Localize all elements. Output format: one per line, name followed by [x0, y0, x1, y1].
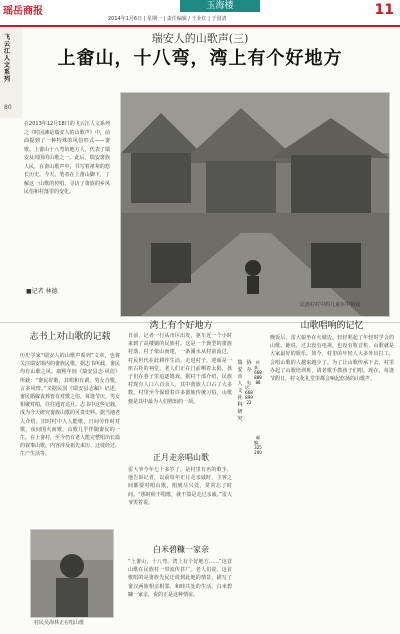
masthead-rule — [0, 25, 400, 27]
sponsor-line-1: 瑞安市人文社科研究 — [237, 360, 243, 422]
singer-photo — [30, 529, 114, 618]
issue-meta: 2014年1月6日 | 星期一 | 责任编辑 / 王业红 | 于国清 — [108, 16, 227, 22]
sponsor-line-2: 协办 — [246, 360, 252, 373]
section-c-title: 正月走亲唱山歌 — [153, 453, 209, 462]
section-title: 玉海楼 — [206, 1, 234, 11]
sponsor-line-5: 邮编：325200 — [254, 435, 262, 455]
vertical-sponsor-strip — [236, 360, 262, 520]
singer-photo-caption: 村民吴海林正在唱山歌 — [34, 620, 85, 626]
article-headline: 上畬山，十八弯，湾上有个好地方 — [57, 48, 343, 69]
section-c-text: 雷大爷今年七十多岁了，是村里有名的歌手。他告诉记者，以前每年正月走亲戚时，主客之间都要对唱山歌，唱到尽兴处，常常忘了时间。“那时候不唱歌，就不算是走过亲戚。”雷大爷笑着说。 — [128, 467, 232, 506]
section-b-title: 湾上有个好地方 — [149, 321, 213, 331]
village-photo — [120, 92, 390, 317]
masthead — [0, 0, 400, 26]
singer-photo-image — [31, 530, 113, 617]
section-d-text: “上畬山，十八弯，湾上有个好地方……”这首山歌在民族村一带流传甚广。老人们说，这首歌唱的是畬族先民迁徙到此地的情景，描写了畬汉两族相亲相邻、和睦共处的生活。白米碧糠一家亲，说的正是这种情谊。 — [128, 559, 232, 598]
section-b-text: 日前，记者一行从市区出发，驱车近一个小时来到了高楼镇的民族村。这是一个典型的畬族村落，村子依山而建，一条溪水从村前流过，村民世代在此耕作生活。走进村子，迎面是一座古朴的祠堂，老人们正在门前晒着太阳，孩子们在巷子里追逐嬉戏。据村干部介绍，民族村现有人口六百余人，其中畬族人口占了大多数。村里至今保留着许多畬族传统习俗，山歌便是其中最为人们熟知的一项。 — [128, 333, 232, 405]
section-a-title: 志书上对山歌的记载 — [29, 332, 111, 342]
article-byline: ■记者 林德 — [26, 288, 58, 295]
section-e-title: 山歌唱响的记忆 — [300, 321, 364, 331]
column-number: 80 — [4, 104, 12, 111]
village-photo-image — [121, 93, 389, 316]
photo-caption: 民族村村中的儿童在中嬉戏 — [300, 302, 361, 308]
section-e-text: 晚饭后，雷大娘坐在火塘边，轻轻唱起了年轻时学会的山歌。她说，过去没有电视，也没有收音机，山歌就是大家最好的娱乐。如今，村里的年轻人大多外出打工，会唱山歌的人越来越少了。为了让山歌传承下去，村里办起了山歌培训班，请老歌手教孩子们唱。现在，每逢节假日，村文化礼堂里都会响起悠扬的山歌声。 — [270, 335, 394, 383]
sponsor-line-4: 传真：66888888 — [254, 360, 262, 385]
section-d-title: 白米碧糠一家亲 — [153, 545, 209, 554]
section-a-text: 历史学家“瑞安人的山歌声系列”文章，也将关注瑞安境内的畬族民歌。据志书所载，畬民均有山歌之风。康熙年间《瑞安县志·风俗》所载：“畬民好歌，其唱和有调，男女合歌，言多风情。”又据民国《瑞安县志稿》记述，畬民婚嫁丧葬皆有对歌之俗，每逢节庆，男女相聚对唱，往往通宵达旦。志书中这些记载，成为今天研究畬族山歌的可贵史料。据当地老人介绍，旧时村中人人能歌，日间劳作时对歌，夜间围火而歌，山歌几乎伴随畬民的一生。在上畬村，至今仍有老人能完整唱出长篇的叙事山歌，内容涉及祖先来历、迁徙经过、生产生活等。 — [20, 353, 120, 458]
article-kicker: 瑞安人的山歌声(三) — [151, 32, 249, 45]
column-name: 飞云江人文系列 — [4, 34, 11, 83]
sponsor-line-3: 电话：66889922 — [245, 380, 253, 405]
article-lead: 在2013年12月18日的飞云江人文系列之《时园滩是瑞安人的山歌声》中，前面提到了一种特殊的风俗形式——畬歌。上畬山十八弯的地方人，代表了瑞安及周围的山歌之一。此后，瑞安畬族人民，在畬山歌声中，书写着祖辈的悠长历史。今天，笔者在上畬山脚下，了解这一山歌的传唱，寻访了畬族的乡风民俗和村落里的变化。 — [24, 121, 110, 195]
newspaper-logo: 瑶岳商报 — [3, 6, 43, 17]
page-number: 11 — [374, 2, 394, 18]
